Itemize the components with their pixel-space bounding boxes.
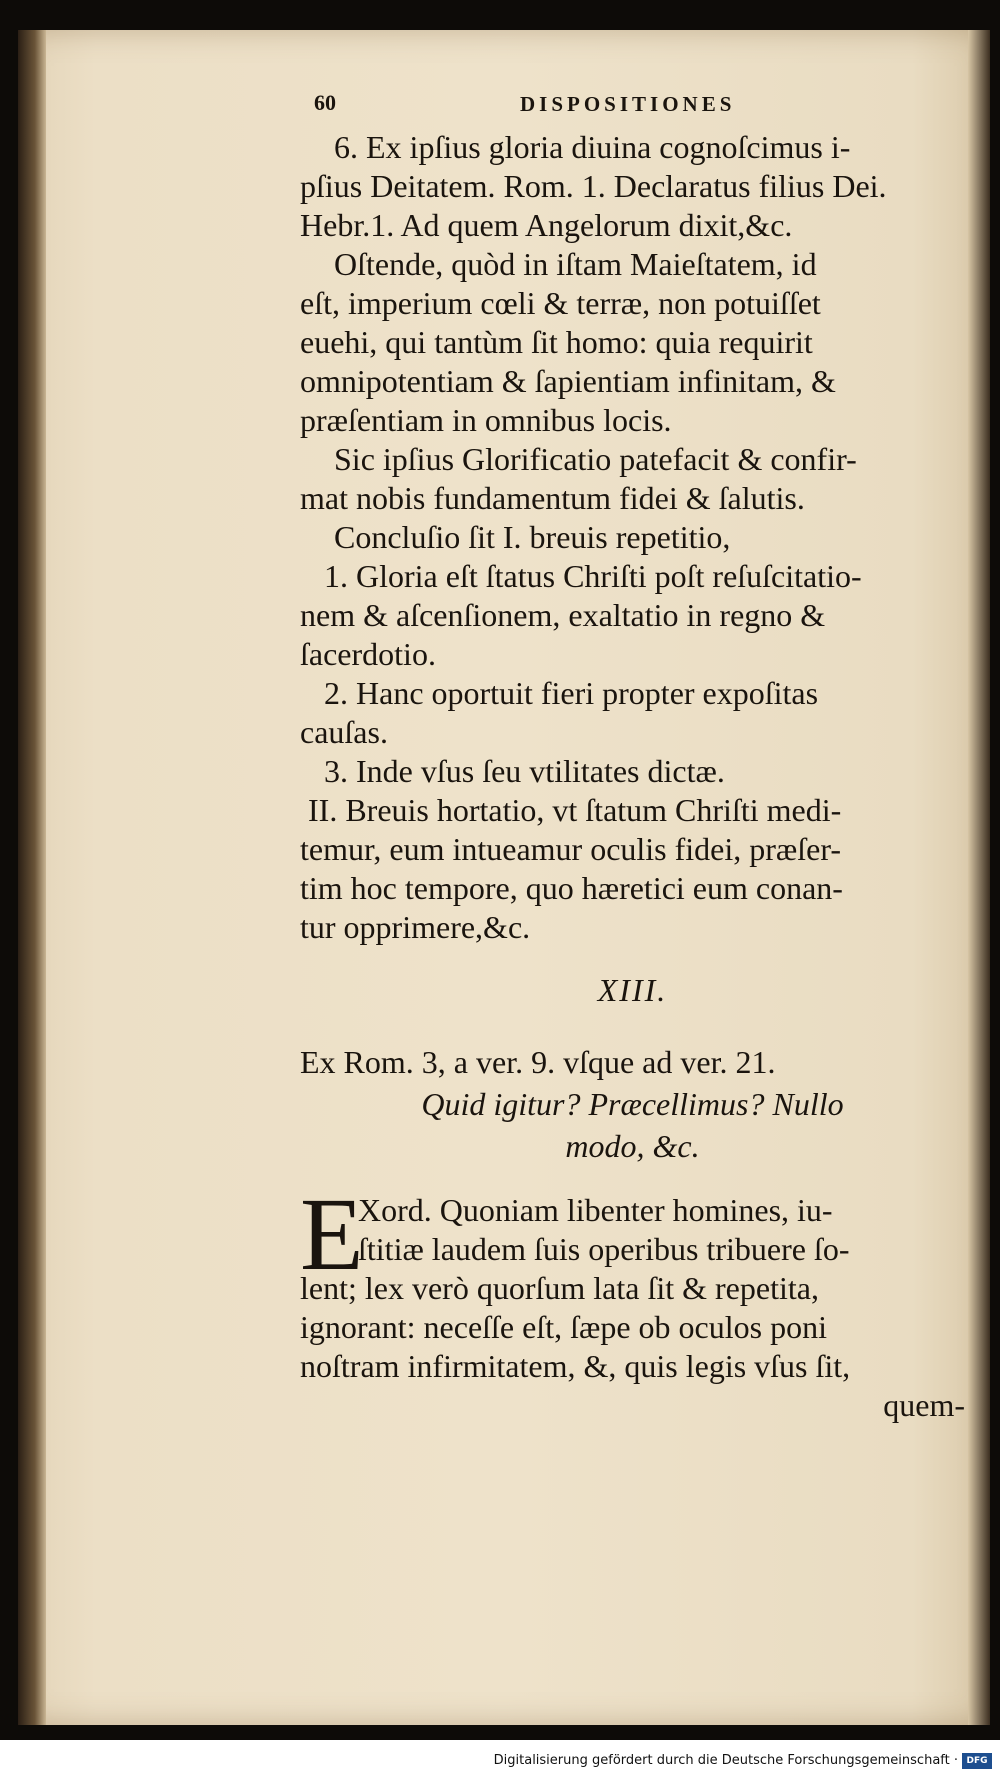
title-line: modo, &c. (565, 1128, 700, 1164)
text-line: Xord. Quoniam libenter homines, iu- (358, 1192, 833, 1228)
dfg-logo: DFG (962, 1753, 992, 1769)
text-line: 2. Hanc oportuit fieri propter expoſitas (324, 675, 819, 711)
text-line: mat nobis fundamentum fidei & ſalutis. (300, 480, 805, 516)
page-edge (968, 30, 990, 1725)
text-line: 1. Gloria eſt ſtatus Chriſti poſt reſuſcitatio- (324, 558, 862, 594)
text-block (300, 84, 965, 1425)
text-line: temur, eum intueamur oculis fidei, præſer- (300, 831, 842, 867)
book-spine (18, 30, 46, 1725)
text-line: 3. Inde vſus ſeu vtilitates dictæ. (324, 753, 725, 789)
text-line: eſt, imperium cœli & terræ, non potuiſſet (300, 285, 821, 321)
text-line: Sic ipſius Glorificatio patefacit & confir- (334, 441, 857, 477)
text-line: ſacerdotio. (300, 636, 436, 672)
text-line: omnipotentiam & ſapientiam infinitam, & (300, 363, 836, 399)
text-line: lent; lex verò quorſum lata ſit & repetita, (300, 1270, 819, 1306)
text-line: Hebr.1. Ad quem Angelorum dixit,&c. (300, 207, 793, 243)
title-line: Quid igitur? Præcellimus? Nullo (421, 1086, 844, 1122)
text-line: noſtram infirmitatem, &, quis legis vſus ſit, (300, 1348, 851, 1384)
text-line: nem & aſcenſionem, exaltatio in regno & (300, 597, 826, 633)
title-line: Ex Rom. 3, a ver. 9. vſque ad ver. 21. (300, 1044, 776, 1080)
text-line: ignorant: neceſſe eſt, ſæpe ob oculos poni (300, 1309, 827, 1345)
text-line: præſentiam in omnibus locis. (300, 402, 672, 438)
running-head-title: DISPOSITIONES (520, 92, 736, 116)
text-line: ſtitiæ laudem ſuis operibus tribuere ſo- (358, 1231, 850, 1267)
text-line: tim hoc tempore, quo hæretici eum conan- (300, 870, 843, 906)
section-title (300, 1041, 965, 1167)
text-line: cauſas. (300, 714, 388, 750)
text-line: pſius Deitatem. Rom. 1. Declaratus filius Dei. (300, 168, 887, 204)
drop-capital: E (300, 1177, 364, 1292)
digitization-footer (0, 1752, 1000, 1782)
catchword: quem- (883, 1387, 965, 1423)
text-line: Oſtende, quòd in iſtam Maieſtatem, id (334, 246, 817, 282)
text-line: II. Breuis hortatio, vt ſtatum Chriſti medi- (308, 792, 842, 828)
body-text (300, 128, 965, 947)
text-line: tur opprimere,&c. (300, 909, 531, 945)
page-number: 60 (314, 90, 336, 115)
section-number: XIII. (597, 972, 668, 1008)
text-line: Concluſio ſit I. breuis repetitio, (334, 519, 731, 555)
excerpt (300, 1177, 965, 1425)
running-head (300, 84, 965, 124)
footer-text: Digitalisierung gefördert durch die Deutsche Forschungsgemeinschaft · (493, 1753, 958, 1768)
text-line: 6. Ex ipſius gloria diuina cognoſcimus i- (334, 129, 851, 165)
text-line: euehi, qui tantùm ſit homo: quia requirit (300, 324, 813, 360)
